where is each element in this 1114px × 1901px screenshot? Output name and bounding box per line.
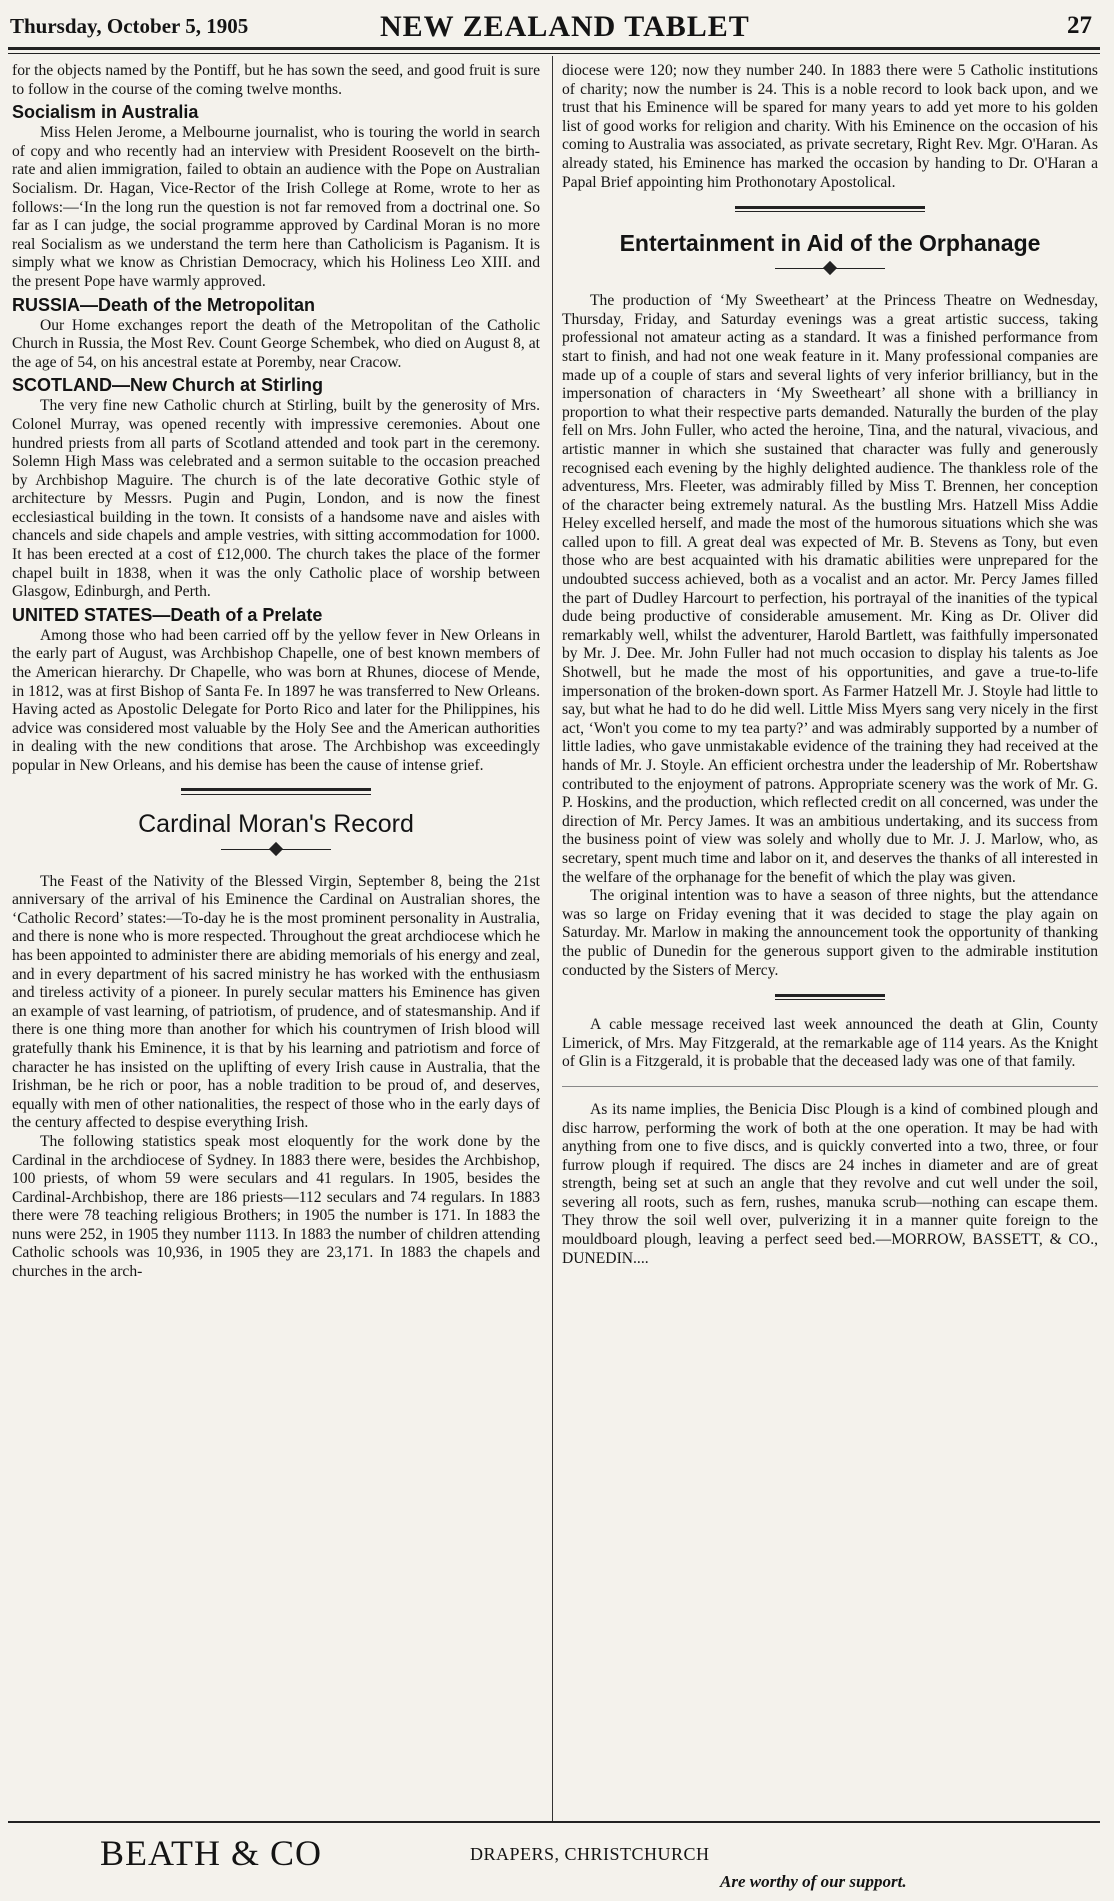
article-paragraph: The very fine new Catholic church at Stirling, built by the generosity of Mrs. Colonel Murray, was opened recently with impressive ceremonies. About one hundred priests from all parts of Scotland attended and took part in the ceremony. Solemn High Mass was celebrated and a sermon suitable to the occasion preached by Archbishop Maguire. The church is of the late decorative Gothic style of architecture by Messrs. Pugin and Pugin, London, and is now the finest ecclesiastical building in the town. It consists of a handsome nave and aisles with chancels and side chapels and ample vestries, with sitting accommodation for 1000. It has been erected at a cost of £12,000. The church takes the place of the former chapel built in 1838, when it was the only Catholic place of worship between Glasgow, Edinburgh, and Perth. <box>12 397 540 601</box>
masthead-rule-thin <box>8 53 1100 54</box>
thin-separator <box>562 1086 1098 1087</box>
article-paragraph: The original intention was to have a season of three nights, but the attendance was so large on Friday evening that it was decided to stage the play again on Saturday. Mr. Marlow in making the announcement took the opportunity of thanking the public of Dunedin for the generous support given to the admirable institution conducted by the Sisters of Mercy. <box>562 887 1098 979</box>
page-number: 27 <box>1067 12 1092 39</box>
title-ornament <box>562 262 1098 274</box>
masthead <box>10 8 1100 48</box>
article-paragraph: Miss Helen Jerome, a Melbourne journalist, who is touring the world in search of copy and who recently had an interview with President Roosevelt on the birth-rate and alien immigration, failed to obtain an audience with the Pope on Australian Socialism. Dr. Hagan, Vice-Rector of the Irish College at Rome, wrote to her as follows:—‘In the long run the question is not far removed from a doctrinal one. So far as I can judge, the social programme approved by Cardinal Moran is no more real Socialism as we understand the term here than Catholicism is Paganism. It is simply what we know as Christian Democracy, which his Holiness Leo XIII. and the present Pope have warmly approved. <box>12 124 540 290</box>
subheading-united-states: UNITED STATES—Death of a Prelate <box>12 604 323 625</box>
article-paragraph: for the objects named by the Pontiff, but he has sown the seed, and good fruit is sure to follow in the course of the coming twelve months. <box>12 62 540 98</box>
title-ornament <box>12 843 540 855</box>
footer-rule <box>8 1821 1100 1823</box>
column-divider <box>552 56 553 1821</box>
section-divider <box>735 206 925 212</box>
section-divider <box>775 994 885 1000</box>
article-paragraph: Our Home exchanges report the death of the Metropolitan of the Catholic Church in Russia, the Most Rev. Count George Schembek, who died on August 8, at the age of 54, on his ancestral estate at Poremby, near Cracow. <box>12 316 540 371</box>
subheading-socialism: Socialism in Australia <box>12 102 199 123</box>
advert-tagline: Are worthy of our support. <box>720 1872 907 1891</box>
issue-date: Thursday, October 5, 1905 <box>10 14 249 38</box>
section-divider <box>181 788 371 795</box>
article-paragraph: The following statistics speak most eloquently for the work done by the Cardinal in the archdiocese of Sydney. In 1883 there were, besides the Archbishop, 100 priests, of whom 59 were seculars and 41 regulars. In 1905, besides the Cardinal-Archbishop, there are 186 priests—112 seculars and 74 regulars. In 1883 there were 78 teaching religious Brothers; in 1905 the number is 171. In 1883 the nuns were 252, in 1905 they number 1113. In 1883 the number of children attending Catholic schools was 10,936, in 1905 they are 23,171. In 1883 the chapels and churches in the arch- <box>12 1132 540 1281</box>
article-paragraph: The production of ‘My Sweetheart’ at the Princess Theatre on Wednesday, Thursday, Friday, and Saturday evenings was a great artistic success, taking professional not amateur acting as a standard. It was a finished performance from start to finish, and had not one weak feature in it. Many professional companies are made up of a couple of stars and several lights of very inferior brilliancy, but in the impersonation of characters in ‘My Sweetheart’ all shone with a brilliancy in proportion to what their respective parts demanded. Naturally the burden of the play fell on Mrs. John Fuller, who acted the heroine, Tina, and the natural, vivacious, and artistic manner in which she sustained that character was fully and generously recognised each evening by the highly delighted audience. The thankless role of the adventuress, Mrs. Fleeter, was admirably filled by Miss T. Brennen, her conception of the character being extremely natural. As the bustling Mrs. Hatzell Miss Addie Heley excelled herself, and made the most of the humorous situations which she was called upon to fill. A great deal was expected of Mr. B. Stevens as Tony, but even those who are best acquainted with his dramatic abilities were unprepared for the undoubted success achieved, both as a vocalist and an actor. Mr. Percy James filled the part of Dudley Harcourt to perfection, his portrayal of the inanities of the typical dude being productive of considerable amusement. Mr. King as Dr. Oliver did remarkably well, whilst the adventurer, Harold Bartlett, was faithfully impersonated by Mr. J. Dee. Mr. John Fuller had not much occasion to display his talents as Joe Shotwell, but he made the most of his opportunities, and gave a true-to-life impersonation of the broken-down sport. As Farmer Hatzell Mr. J. Stoyle had little to say, but what he had to do he did well. Little Miss Myers sang very nicely in the first act, ‘Won't you come to my tea party?’ and was admirably supported by a number of little ladies, who gave unmistakable evidence of the training they had received at the hands of Mr. J. Stoyle. An efficient orchestra under the leadership of Mr. Robertshaw contributed to the enjoyment of patrons. Appropriate scenery was the work of Mr. G. P. Hoskins, and the production, which reflected credit on all concerned, was under the direction of Mr. Percy James. It was an ambitious undertaking, and its success from the business point of view was solely and wholly due to Mr. J. J. Marlow, who, as secretary, spent much time and labor on it, and deserves the thanks of all interested in the welfare of the orphanage for the benefit of which the play was given. <box>562 292 1098 886</box>
subheading-russia: RUSSIA—Death of the Metropolitan <box>12 294 316 315</box>
section-title-moran: Cardinal Moran's Record <box>138 809 414 838</box>
right-column <box>562 62 1098 1268</box>
article-paragraph: Among those who had been carried off by the yellow fever in New Orleans in the early part of August, was Archbishop Chapelle, one of best known members of the American hierarchy. Dr Chapelle, who was born at Rhunes, diocese of Mende, in 1812, was at first Bishop of Santa Fe. In 1897 he was transferred to New Orleans. Having acted as Apostolic Delegate for Porto Rico and later for the Philippines, his advice was considered most valuable by the Holy See and the American authorities in dealing with the new conditions that arose. The Archbishop was exceedingly popular in New Orleans, and his demise has been the cause of intense grief. <box>12 626 540 774</box>
article-paragraph: The Feast of the Nativity of the Blessed Virgin, September 8, being the 21st anniversary of the arrival of his Eminence the Cardinal on Australian shores, the ‘Catholic Record’ states:—To-day he is the most prominent personality in Australia, and there is none who is more respected. Throughout the great archdiocese which he has been appointed to administer there are abiding memorials of his energy and zeal, and in every department of his sacred ministry he has worked with the enthusiasm and tireless activity of a pioneer. In purely secular matters his Eminence has given an example of vast learning, of patriotism, of prudence, and of statesmanship. And if there is one thing more than another for which his countrymen of Irish blood will gratefully thank his Eminence, it is that by his learning and patriotism and force of character he has insisted on the uplifting of every Irish cause in Australia, that the Irishman, be he rich or poor, has a noble tradition to be proud of, and deserves, equally with men of other nationalities, the respect of those who in the early days of the century affected to despise everything Irish. <box>12 872 540 1132</box>
advert-brand: BEATH & CO <box>100 1833 323 1873</box>
advert-drapers: DRAPERS, CHRISTCHURCH <box>470 1844 710 1864</box>
section-title-orphanage: Entertainment in Aid of the Orphanage <box>619 230 1041 257</box>
newspaper-title: NEW ZEALAND TABLET <box>380 10 750 43</box>
article-paragraph: diocese were 120; now they number 240. In 1883 there were 5 Catholic institutions of charity; now the number is 24. This is a noble record to look back upon, and we trust that his Eminence will be spared for many years to add yet more to his golden list of good works for religion and charity. With his Eminence on the occasion of his coming to Australia was associated, as private secretary, Right Rev. Mgr. O'Haran. As already stated, his Eminence has marked the occasion by handing to Dr. O'Haran a Papal Brief appointing him Prothonotary Apostolical. <box>562 62 1098 191</box>
masthead-rule <box>8 47 1100 50</box>
subheading-scotland: SCOTLAND—New Church at Stirling <box>12 375 324 396</box>
left-column <box>12 62 540 1282</box>
article-paragraph: As its name implies, the Benicia Disc Plough is a kind of combined plough and disc harrow, performing the work of both at the one operation. It may be had with anything from one to five discs, and is quickly converted into a two, three, or four furrow plough if required. The discs are 24 inches in diameter and are of great strength, being set at such an angle that they revolve and cut well under the soil, severing all roots, such as fern, rushes, manuka scrub—nothing can escape them. They throw the soil well over, pulverizing it in a manner quite foreign to the mouldboard plough, leaving a perfect seed bed.—MORROW, BASSETT, & CO., DUNEDIN.... <box>562 1100 1098 1267</box>
article-paragraph: A cable message received last week announced the death at Glin, County Limerick, of Mrs. May Fitzgerald, at the remarkable age of 114 years. As the Knight of Glin is a Fitzgerald, it is probable that the deceased lady was one of that family. <box>562 1016 1098 1071</box>
